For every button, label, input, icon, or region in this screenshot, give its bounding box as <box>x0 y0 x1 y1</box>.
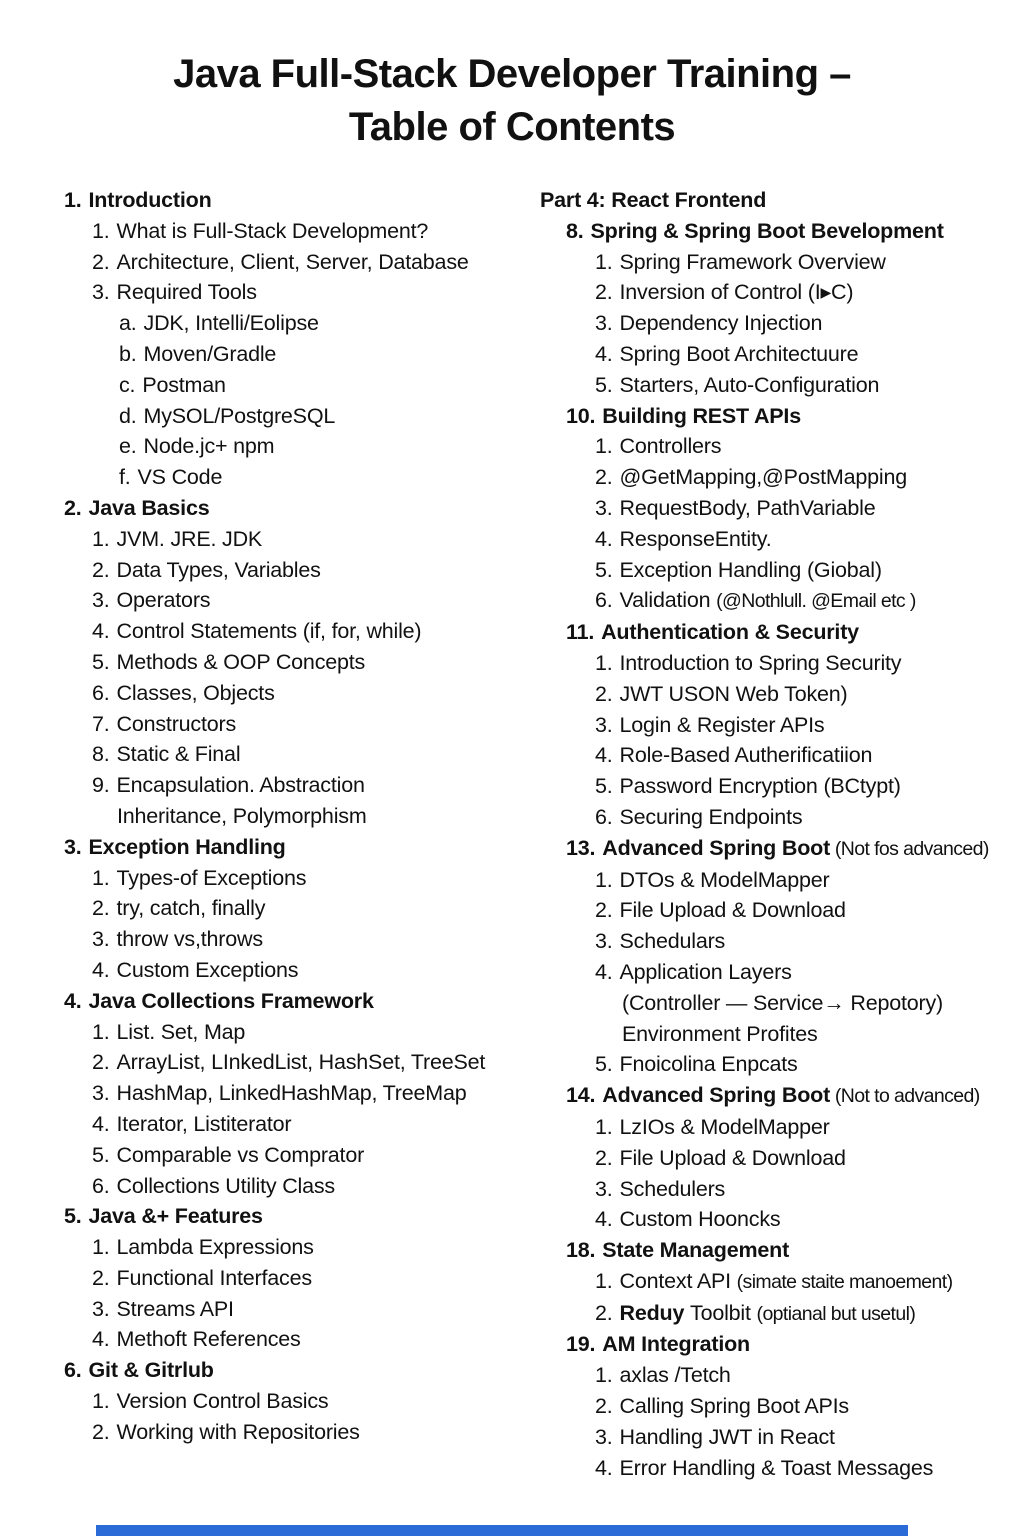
toc-item <box>64 524 539 555</box>
toc-item-text: Advanced Spring Boot <box>602 835 831 860</box>
toc-item-text: Java Collections Framework <box>88 988 374 1013</box>
toc-item-text: Required Tools <box>116 280 257 305</box>
toc-heading <box>64 986 539 1017</box>
toc-item <box>540 462 1024 493</box>
toc-item-marker: 4. <box>92 619 110 644</box>
toc-item-text: Inversion of Control (I▸C) <box>619 280 854 305</box>
toc-item-marker: 14. <box>566 1083 596 1108</box>
toc-item <box>64 308 539 339</box>
toc-item-text: JDK, Intelli/Eolipse <box>143 311 319 336</box>
toc-item <box>540 1391 1024 1422</box>
toc-item-text: Part 4: React Frontend <box>540 188 767 212</box>
toc-item-text: (optianal but usetul) <box>756 1302 916 1325</box>
toc-item-text: Collections Utility Class <box>116 1173 335 1198</box>
toc-item-text: DTOs & ModelMapper <box>619 867 830 892</box>
toc-item-text: Fnoicolina Enpcats <box>619 1052 798 1077</box>
toc-heading <box>64 1355 539 1386</box>
toc-item <box>540 802 1024 833</box>
toc-item-marker: 8. <box>92 742 110 767</box>
toc-item-text: Exception Handling <box>88 834 286 859</box>
toc-item <box>64 585 539 616</box>
toc-item <box>540 339 1024 370</box>
toc-item <box>540 524 1024 555</box>
toc-item <box>540 308 1024 339</box>
toc-item <box>540 277 1024 308</box>
toc-item-text: Methods & OOP Concepts <box>116 649 366 674</box>
toc-item-marker: 18. <box>566 1238 596 1263</box>
toc-item-text: Functional Interfaces <box>116 1265 312 1290</box>
toc-item <box>64 462 539 493</box>
toc-item-marker: 3. <box>92 1296 110 1321</box>
toc-item-marker: 1. <box>595 1114 613 1139</box>
toc-item-text: Git & Gitrlub <box>88 1358 214 1383</box>
toc-item-text: throw vs,throws <box>116 927 263 952</box>
toc-item-marker: 1. <box>92 1019 110 1044</box>
toc-item <box>64 1171 539 1202</box>
toc-item-marker: 2. <box>595 1145 613 1170</box>
toc-item-text: Node.jc+ npm <box>143 434 275 459</box>
toc-item-marker: 1. <box>595 1268 613 1293</box>
toc-item <box>540 926 1024 957</box>
toc-item-marker: 4. <box>595 1207 613 1232</box>
toc-item-text: (Controller — Service→ Repotory) <box>622 990 943 1015</box>
toc-item <box>64 216 539 247</box>
toc-column-left <box>64 185 539 1448</box>
toc-item-text: Validation <box>619 588 717 613</box>
toc-item-text: (Not to advanced) <box>830 1085 980 1108</box>
toc-item-marker: 4. <box>595 743 613 768</box>
toc-item-text: (@Nothlull. @Email etc ) <box>716 590 916 613</box>
toc-item-marker: 3. <box>92 280 110 305</box>
toc-item <box>540 431 1024 462</box>
toc-item-marker: 5. <box>64 1204 82 1229</box>
toc-item-text: HashMap, LinkedHashMap, TreeMap <box>116 1081 467 1106</box>
toc-item <box>540 1422 1024 1453</box>
toc-item-marker: 4. <box>595 341 613 366</box>
bottom-accent-bar <box>96 1525 908 1536</box>
toc-item <box>64 1417 539 1448</box>
toc-item <box>540 1049 1024 1080</box>
toc-item <box>540 1143 1024 1174</box>
toc-item-text: Introduction <box>88 188 212 212</box>
toc-item <box>540 740 1024 771</box>
toc-heading <box>540 401 1024 432</box>
toc-item-marker: 2. <box>595 1394 613 1419</box>
toc-item-text: Controllers <box>619 434 722 459</box>
toc-item <box>540 1298 1024 1330</box>
toc-item <box>64 1078 539 1109</box>
toc-item-text: Environment Profites <box>622 1021 818 1046</box>
toc-item-text: MySOL/PostgreSQL <box>143 403 336 428</box>
toc-item-text: Spring Boot Architectuure <box>619 341 859 366</box>
toc-item-marker: 4. <box>92 1111 110 1136</box>
toc-item-marker: 1. <box>595 867 613 892</box>
toc-item-marker: 11. <box>566 620 595 645</box>
toc-item <box>64 1047 539 1078</box>
toc-item <box>540 585 1024 617</box>
toc-item-marker: 3. <box>595 1176 613 1201</box>
toc-item <box>64 277 539 308</box>
toc-item-text: Login & Register APIs <box>619 712 825 737</box>
toc-item-text: Moven/Gradle <box>143 341 277 366</box>
toc-item-marker: 4. <box>92 957 110 982</box>
toc-item-marker: 5. <box>92 649 110 674</box>
toc-item-text: State Management <box>602 1238 790 1263</box>
toc-item-text: VS Code <box>137 465 223 490</box>
toc-item-text: Handling JWT in React <box>619 1424 835 1449</box>
toc-item-marker: 3. <box>92 927 110 952</box>
toc-item <box>64 1263 539 1294</box>
toc-item <box>540 1204 1024 1235</box>
toc-item-text: Inheritance, Polymorphism <box>117 803 367 828</box>
toc-item-marker: 2. <box>64 495 82 520</box>
toc-item <box>540 247 1024 278</box>
toc-item-marker: 2. <box>92 896 110 921</box>
toc-item-marker: 4. <box>92 1327 110 1352</box>
toc-item-text: Java Basics <box>88 495 210 520</box>
toc-item-text: (simate staite manoement) <box>736 1270 953 1293</box>
toc-item-text: Lambda Expressions <box>116 1235 314 1260</box>
toc-item-text: Password Encryption (BCtypt) <box>619 774 901 799</box>
toc-item <box>64 709 539 740</box>
toc-heading <box>64 185 539 216</box>
toc-item-marker: 1. <box>595 650 613 675</box>
toc-item-text: RequestBody, PathVariable <box>619 495 876 520</box>
toc-item-marker: 3. <box>595 712 613 737</box>
toc-item-text: Schedulers <box>619 1176 726 1201</box>
toc-item-text: File Upload & Download <box>619 898 846 923</box>
toc-item-marker: 4. <box>595 1455 613 1480</box>
toc-item-marker: 6. <box>64 1358 82 1383</box>
toc-item-marker: 2. <box>595 1300 613 1325</box>
toc-item-marker: b. <box>119 341 137 366</box>
toc-heading <box>64 832 539 863</box>
toc-item <box>540 865 1024 896</box>
toc-item-text: Postman <box>142 372 226 397</box>
toc-item-text: Custom Exceptions <box>116 957 299 982</box>
toc-item-marker: 5. <box>92 1142 110 1167</box>
toc-item-text: Architecture, Client, Server, Database <box>116 249 469 274</box>
toc-item-marker: 4. <box>64 988 82 1013</box>
toc-item-marker: 5. <box>595 1052 613 1077</box>
toc-item <box>64 401 539 432</box>
toc-item <box>540 895 1024 926</box>
toc-item-text: Reduy <box>619 1300 691 1325</box>
toc-item <box>64 1386 539 1417</box>
toc-item <box>64 370 539 401</box>
toc-item-text: Toolbit <box>690 1300 757 1325</box>
toc-item-text: Types-of Exceptions <box>116 865 307 890</box>
toc-item <box>64 1140 539 1171</box>
toc-item <box>64 739 539 770</box>
toc-item-text: ResponseEntity. <box>619 526 772 551</box>
toc-item <box>540 555 1024 586</box>
toc-item-text: Methoft References <box>116 1327 301 1352</box>
toc-item-text: Encapsulation. Abstraction <box>116 773 365 798</box>
toc-item-marker: 2. <box>92 1265 110 1290</box>
toc-item <box>64 647 539 678</box>
toc-item-marker: 19. <box>566 1332 596 1357</box>
toc-item-marker: a. <box>119 311 137 336</box>
toc-item <box>64 1017 539 1048</box>
toc-item-text: Error Handling & Toast Messages <box>619 1455 934 1480</box>
toc-item-marker: 2. <box>92 557 110 582</box>
toc-item-text: (Not fos advanced) <box>830 837 989 860</box>
toc-item <box>64 770 539 801</box>
toc-item-text: Custom Hooncks <box>619 1207 781 1232</box>
toc-item-marker: c. <box>119 372 136 397</box>
toc-item-text: Comparable vs Comprator <box>116 1142 365 1167</box>
toc-item-marker: 2. <box>595 280 613 305</box>
toc-item-text: Dependency Injection <box>619 311 823 336</box>
toc-item <box>540 493 1024 524</box>
toc-heading <box>540 1235 1024 1266</box>
toc-item <box>540 1019 1024 1050</box>
toc-item-marker: 2. <box>595 465 613 490</box>
toc-item-text: Advanced Spring <box>602 1083 777 1108</box>
toc-item-marker: 6. <box>595 588 613 613</box>
toc-item-text: Boot <box>776 1083 831 1108</box>
toc-item-marker: 2. <box>595 898 613 923</box>
toc-item <box>64 247 539 278</box>
toc-item-text: Authentication & Security <box>601 620 859 645</box>
toc-item-marker: 9. <box>92 773 110 798</box>
toc-item-text: Operators <box>116 588 211 613</box>
toc-item-text: Calling Spring Boot APIs <box>619 1394 849 1419</box>
toc-item-marker: 5. <box>595 774 613 799</box>
toc-item-marker: 10. <box>566 403 596 428</box>
toc-heading <box>540 833 1024 865</box>
toc-item-marker: 3. <box>92 588 110 613</box>
toc-item-marker: e. <box>119 434 137 459</box>
toc-item <box>540 710 1024 741</box>
toc-item-marker: 1. <box>64 188 82 212</box>
toc-item <box>64 801 539 832</box>
toc-item-marker: f. <box>119 465 131 490</box>
toc-heading <box>540 1080 1024 1112</box>
toc-item-text: Context API <box>619 1268 737 1293</box>
toc-item-marker: 5. <box>595 372 613 397</box>
page-title-line2: Table of Contents <box>348 105 676 149</box>
toc-item-text: Spring Framework Overview <box>619 249 886 274</box>
toc-item <box>64 863 539 894</box>
toc-item-text: Role-Based Autherificatiion <box>619 743 873 768</box>
toc-item-marker: 8. <box>566 218 584 243</box>
toc-heading <box>540 1329 1024 1360</box>
toc-item-marker: 3. <box>595 929 613 954</box>
toc-item-marker: 1. <box>92 526 110 551</box>
toc-item <box>64 924 539 955</box>
toc-item-marker: 1. <box>595 249 613 274</box>
toc-item-text: Static & Final <box>116 742 241 767</box>
toc-item <box>64 555 539 586</box>
toc-item-text: Constructors <box>116 711 237 736</box>
toc-item-marker: 6. <box>92 680 110 705</box>
toc-item-text: Streams API <box>116 1296 234 1321</box>
toc-item-text: JVM. JRE. JDK <box>116 526 263 551</box>
toc-item-marker: 13. <box>566 835 596 860</box>
toc-item-marker: 1. <box>595 434 613 459</box>
toc-item-text: Working with Repositories <box>116 1419 360 1444</box>
toc-item-marker: 4. <box>595 959 613 984</box>
toc-item <box>540 1112 1024 1143</box>
toc-item-marker: 3. <box>64 834 82 859</box>
toc-item-text: Classes, Objects <box>116 680 275 705</box>
toc-item-marker: 3. <box>595 1424 613 1449</box>
toc-heading <box>540 216 1024 247</box>
toc-item-text: axlas /Tetch <box>619 1363 731 1388</box>
toc-item <box>540 648 1024 679</box>
toc-item-text: Iterator, Listiterator <box>116 1111 292 1136</box>
toc-item-text: File Upload & Download <box>619 1145 846 1170</box>
toc-item <box>64 1232 539 1263</box>
toc-item-text: Spring & Spring Boot Bevelopment <box>590 218 944 243</box>
toc-item-marker: 7. <box>92 711 110 736</box>
toc-item <box>64 1109 539 1140</box>
toc-item-marker: 1. <box>92 865 110 890</box>
toc-item-text: JWT USON Web Token) <box>619 681 848 706</box>
toc-item-marker: 1. <box>595 1363 613 1388</box>
toc-item <box>540 1266 1024 1298</box>
toc-item-marker: 4. <box>595 526 613 551</box>
toc-item-text: ArrayList, LInkedList, HashSet, TreeSet <box>116 1050 486 1075</box>
toc-heading <box>540 617 1024 648</box>
toc-item-marker: 3. <box>92 1081 110 1106</box>
toc-item <box>64 339 539 370</box>
toc-item-marker: 2. <box>595 681 613 706</box>
toc-item <box>540 370 1024 401</box>
toc-item-marker: 1. <box>92 218 110 243</box>
toc-item-marker: 3. <box>595 311 613 336</box>
toc-heading <box>540 185 1024 216</box>
toc-item <box>540 771 1024 802</box>
toc-item <box>64 616 539 647</box>
toc-item-text: Schedulars <box>619 929 726 954</box>
toc-item-text: Introduction to Spring Security <box>619 650 902 675</box>
toc-heading <box>64 493 539 524</box>
toc-item-marker: 3. <box>595 495 613 520</box>
toc-item-text: Java &+ Features <box>88 1204 263 1229</box>
toc-item <box>540 1453 1024 1484</box>
toc-item-marker: 1. <box>92 1235 110 1260</box>
toc-item-marker: 2. <box>92 1419 110 1444</box>
toc-item <box>64 893 539 924</box>
toc-item-marker: 5. <box>595 557 613 582</box>
toc-item-marker: d. <box>119 403 137 428</box>
toc-item <box>540 1360 1024 1391</box>
toc-item-text: try, catch, finally <box>116 896 266 921</box>
toc-item-text: Securing Endpoints <box>619 804 803 829</box>
toc-item <box>540 1174 1024 1205</box>
toc-item-text: Exception Handling (Giobal) <box>619 557 882 582</box>
toc-item-text: Building REST APIs <box>602 403 801 428</box>
toc-item <box>64 1324 539 1355</box>
toc-item-text: AM Integration <box>602 1332 750 1357</box>
toc-item-text: LzIOs & ModelMapper <box>619 1114 830 1139</box>
toc-item-marker: 2. <box>92 1050 110 1075</box>
toc-item-text: @GetMapping,@PostMapping <box>619 465 907 490</box>
toc-item <box>64 678 539 709</box>
toc-item-text: Version Control Basics <box>116 1389 329 1414</box>
toc-item-text: Starters, Auto-Configuration <box>619 372 880 397</box>
toc-item <box>64 431 539 462</box>
toc-item-text: Data Types, Variables <box>116 557 321 582</box>
toc-item-text: List. Set, Map <box>116 1019 246 1044</box>
toc-item-text: Application Layers <box>619 959 792 984</box>
toc-item-text: Control Statements (if, for, while) <box>116 619 422 644</box>
toc-item <box>64 955 539 986</box>
toc-item-marker: 6. <box>595 804 613 829</box>
toc-item-marker: 1. <box>92 1389 110 1414</box>
toc-item <box>540 988 1024 1019</box>
toc-item-marker: 6. <box>92 1173 110 1198</box>
page-title-line1: Java Full-Stack Developer Training – <box>173 52 851 96</box>
page-title <box>0 48 1024 154</box>
toc-item <box>64 1294 539 1325</box>
toc-item <box>540 957 1024 988</box>
toc-item <box>540 679 1024 710</box>
toc-column-right <box>540 185 1024 1483</box>
toc-item-marker: 2. <box>92 249 110 274</box>
toc-heading <box>64 1201 539 1232</box>
toc-item-text: What is Full-Stack Development? <box>116 218 429 243</box>
